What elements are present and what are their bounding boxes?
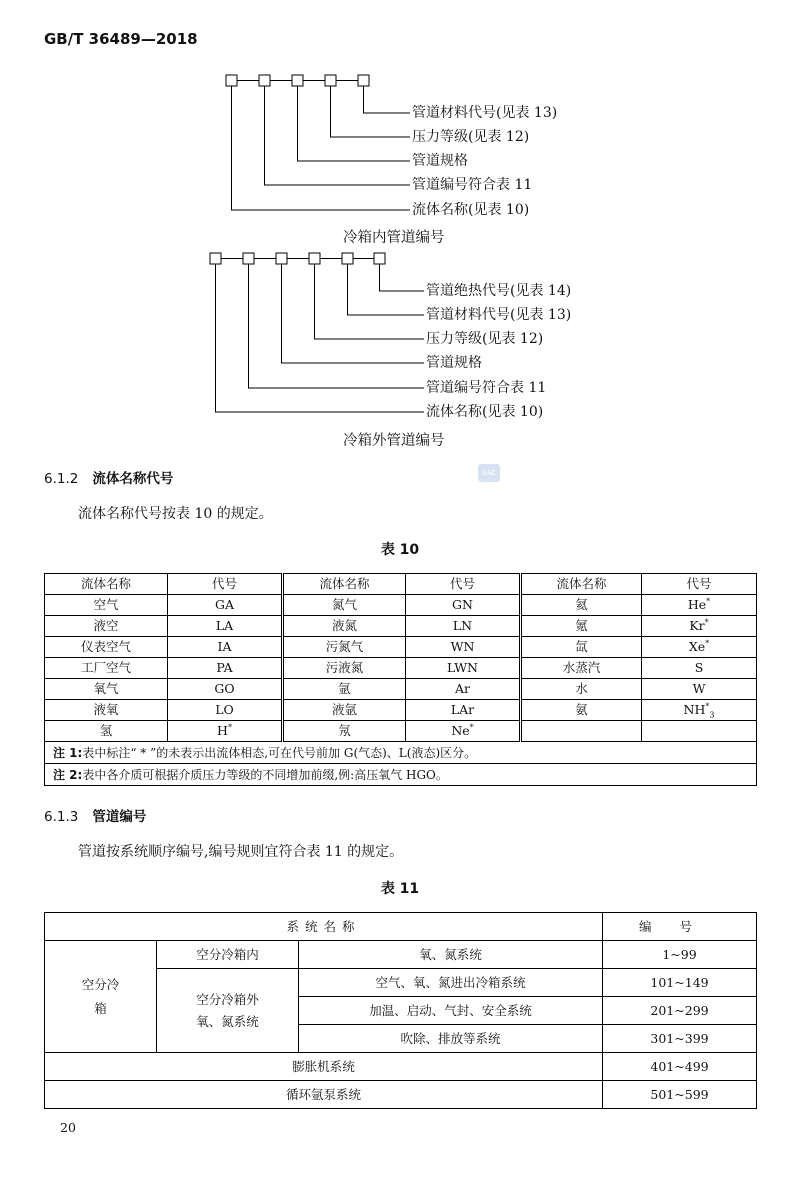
diagram-label: 管道编号符合表 11	[412, 177, 533, 193]
table-header-row	[45, 913, 757, 941]
table-cell: GA	[168, 595, 283, 616]
fluid-code: He	[687, 597, 707, 612]
table-cell: 氮气	[283, 595, 406, 616]
table-row	[45, 721, 757, 742]
code-box	[342, 253, 353, 264]
diagram-label: 压力等级(见表 12)	[412, 129, 530, 145]
table-cell: PA	[168, 658, 283, 679]
header-cell: 代号	[642, 574, 757, 595]
table-note	[45, 764, 757, 786]
code-box	[358, 75, 369, 86]
table-cell: LA	[168, 616, 283, 637]
table-cell	[406, 721, 521, 742]
table-row	[45, 616, 757, 637]
table-cell: 氖	[283, 721, 406, 742]
fluid-code: Kr	[689, 618, 705, 633]
table-cell	[642, 595, 757, 616]
diagram-label: 压力等级(见表 12)	[426, 331, 544, 347]
code-box	[309, 253, 320, 264]
table-cell: LAr	[406, 700, 521, 721]
fluid-code: Xe	[688, 639, 706, 654]
table-cell: 液空	[45, 616, 168, 637]
diagram-label: 管道规格	[412, 153, 468, 169]
table-cell: LN	[406, 616, 521, 637]
table-cell: 加温、启动、气封、安全系统	[299, 997, 603, 1025]
diagram-label: 管道规格	[426, 355, 482, 371]
table-cell: GO	[168, 679, 283, 700]
table-note-row	[45, 742, 757, 764]
header-cell: 代号	[406, 574, 521, 595]
table-cell: 膨胀机系统	[45, 1053, 603, 1081]
group-cell: 空分冷箱	[45, 941, 157, 1053]
note-text: 表中各介质可根据介质压力等级的不同增加前缀,例:高压氧气 HGO。	[82, 767, 448, 782]
note-label: 注 2:	[53, 767, 83, 782]
paragraph: 管道按系统顺序编号,编号规则宜符合表 11 的规定。	[78, 844, 404, 860]
table-cell: S	[642, 658, 757, 679]
table-cell: 101~149	[603, 969, 757, 997]
table-cell: 循环氩泵系统	[45, 1081, 603, 1109]
table-cell: 液氮	[283, 616, 406, 637]
header-cell: 系统名称	[45, 913, 603, 941]
table-row	[45, 941, 757, 969]
table-cell: IA	[168, 637, 283, 658]
table-cell: 氢	[45, 721, 168, 742]
section-heading	[44, 805, 146, 825]
code-box	[243, 253, 254, 264]
table-cell: 吹除、排放等系统	[299, 1025, 603, 1053]
table-cell: 水蒸汽	[521, 658, 642, 679]
table-cell: 氪	[521, 616, 642, 637]
fluid-code: H	[217, 723, 228, 738]
table-cell: 污液氮	[283, 658, 406, 679]
fluid-code: Ne	[451, 723, 470, 738]
table-row	[45, 1081, 757, 1109]
star-mark: *	[706, 596, 711, 606]
header-cell: 流体名称	[283, 574, 406, 595]
diagram-caption: 冷箱外管道编号	[343, 433, 445, 449]
page-number: 20	[60, 1120, 76, 1135]
header-cell: 代号	[168, 574, 283, 595]
table-cell	[642, 721, 757, 742]
header-cell: 流体名称	[45, 574, 168, 595]
table-cell	[642, 616, 757, 637]
code-box	[292, 75, 303, 86]
table-cell: 氦	[521, 595, 642, 616]
table-header-row	[45, 574, 757, 595]
pipe-number-table	[44, 912, 757, 1109]
standard-number: GB/T 36489—2018	[44, 30, 198, 48]
star-mark: *	[704, 617, 709, 627]
table-cell: W	[642, 679, 757, 700]
table-cell: 401~499	[603, 1053, 757, 1081]
table-cell: 氧、氮系统	[299, 941, 603, 969]
diagram-label: 流体名称(见表 10)	[412, 202, 530, 218]
table-cell	[168, 721, 283, 742]
header-cell: 流体名称	[521, 574, 642, 595]
table-cell: LWN	[406, 658, 521, 679]
table-row	[45, 1053, 757, 1081]
table-row	[45, 637, 757, 658]
section-title: 流体名称代号	[92, 471, 174, 487]
table-row	[45, 679, 757, 700]
watermark-logo: SAC	[478, 464, 500, 482]
table-row	[45, 700, 757, 721]
star-mark: *	[227, 722, 232, 732]
table-cell	[521, 721, 642, 742]
table-cell: WN	[406, 637, 521, 658]
code-box	[276, 253, 287, 264]
subscript: 3	[709, 710, 715, 720]
table-cell: Ar	[406, 679, 521, 700]
table-cell: 空分冷箱外氧、氮系统	[157, 969, 299, 1053]
header-cell: 编号	[603, 913, 757, 941]
table-cell: 液氩	[283, 700, 406, 721]
fluid-code: NH	[683, 702, 706, 717]
table-row	[45, 658, 757, 679]
table-cell: 空气、氧、氮进出冷箱系统	[299, 969, 603, 997]
table-cell: 仪表空气	[45, 637, 168, 658]
star-mark: *	[469, 722, 474, 732]
table-cell: 液氧	[45, 700, 168, 721]
table-cell: 氙	[521, 637, 642, 658]
table-cell: 1~99	[603, 941, 757, 969]
code-box	[210, 253, 221, 264]
table-cell: GN	[406, 595, 521, 616]
diagram-label: 管道材料代号(见表 13)	[426, 307, 572, 323]
diagram-label: 管道材料代号(见表 13)	[412, 105, 558, 121]
diagram-caption: 冷箱内管道编号	[343, 230, 445, 246]
table-cell: 501~599	[603, 1081, 757, 1109]
table-cell: 氩	[283, 679, 406, 700]
table-cell	[642, 700, 757, 721]
diagram-label: 管道绝热代号(见表 14)	[426, 283, 572, 299]
section-title: 管道编号	[92, 809, 147, 825]
diagram-label: 流体名称(见表 10)	[426, 404, 544, 420]
code-box	[374, 253, 385, 264]
table-cell: 201~299	[603, 997, 757, 1025]
table-cell: 氨	[521, 700, 642, 721]
section-heading	[44, 467, 173, 487]
table-caption: 表 11	[380, 881, 420, 897]
code-box	[226, 75, 237, 86]
note-label: 注 1:	[53, 745, 83, 760]
note-text: 表中标注“ * ”的未表示出流体相态,可在代号前加 G(气态)、L(液态)区分。	[82, 745, 477, 760]
diagram-label: 管道编号符合表 11	[426, 380, 547, 396]
table-cell: 空气	[45, 595, 168, 616]
table-cell: 水	[521, 679, 642, 700]
star-mark: *	[705, 638, 710, 648]
fluid-code-table	[44, 573, 757, 786]
table-cell: 工厂空气	[45, 658, 168, 679]
star-mark: *	[705, 701, 710, 711]
table-note	[45, 742, 757, 764]
table-row	[45, 595, 757, 616]
section-number: 6.1.3	[44, 809, 79, 825]
paragraph: 流体名称代号按表 10 的规定。	[78, 506, 273, 522]
table-cell: 空分冷箱内	[157, 941, 299, 969]
code-box	[259, 75, 270, 86]
section-number: 6.1.2	[44, 471, 79, 487]
table-note-row	[45, 764, 757, 786]
table-cell: LO	[168, 700, 283, 721]
table-cell	[642, 637, 757, 658]
table-cell: 氧气	[45, 679, 168, 700]
table-cell: 301~399	[603, 1025, 757, 1053]
table-cell: 污氮气	[283, 637, 406, 658]
code-box	[325, 75, 336, 86]
table-caption: 表 10	[380, 542, 420, 558]
